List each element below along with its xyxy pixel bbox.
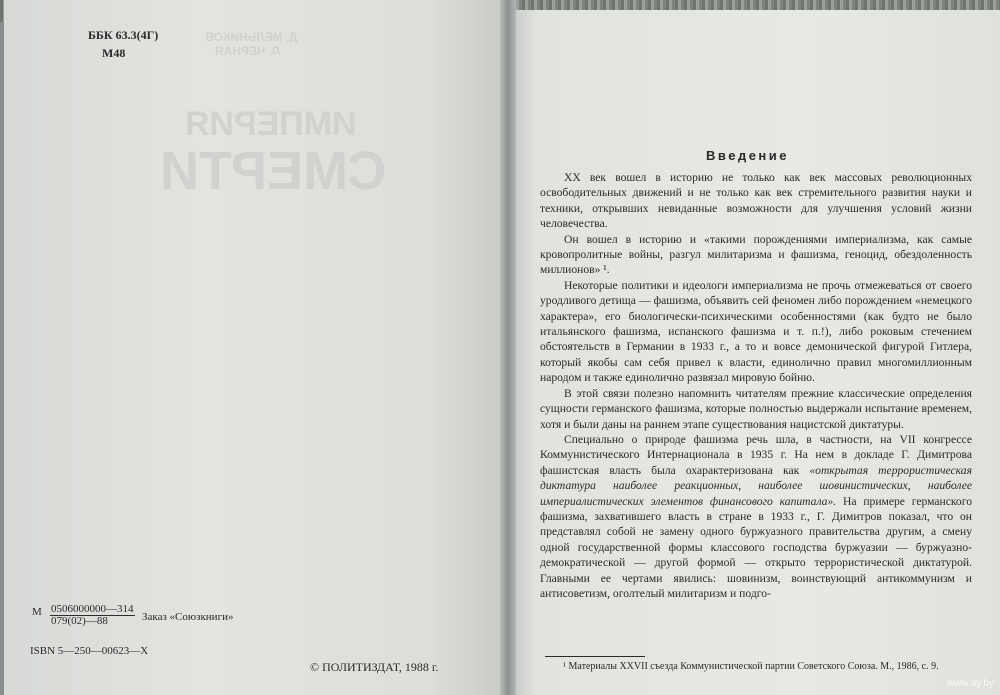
imprint-fraction	[50, 603, 135, 627]
paragraph: Он вошел в историю и «такими порождениями империализма, как самые кровопролитные войны, разгул милитаризма и фашизма, геноцид, обездоленность миллионов» ¹.	[540, 232, 972, 277]
isbn: ISBN 5—250—00623—Х	[30, 645, 149, 657]
bbk-code: ББК 63.3(4Г)	[88, 28, 159, 42]
footnote	[545, 660, 975, 674]
intro-text	[540, 170, 972, 601]
book-gutter	[500, 0, 516, 695]
footnote-rule	[545, 656, 645, 657]
imprint-numerator: 0506000000—314	[51, 603, 134, 615]
paragraph-text: Специально о природе фашизма речь шла, в частности, на VII конгрессе Коммунистического Интернационала в 1935 г. На нем в докладе Г. Димитрова фашистская власть была охарактеризована как	[540, 432, 972, 477]
imprint-denominator: 079(02)—88	[51, 615, 108, 627]
dimitrov-quote: «открытая террористическая диктатура наиболее реакционных, наиболее шовинистических, наиболее империалистических элементов финансового капитала».	[540, 463, 972, 508]
show-through-text: Л. ЧЕРНАЯ	[215, 44, 281, 58]
publisher-copyright: © ПОЛИТИЗДАТ, 1988 г.	[310, 660, 439, 674]
paragraph	[540, 432, 972, 601]
chapter-heading: Введение	[706, 148, 789, 163]
paragraph: Некоторые политики и идеологи империализма не прочь отмежеваться от своего уродливого детища — фашизма, объявить сей феномен либо порождением «немецкого характера», его биологически-психическими особенностями (как будто не было итальянского фашизма, испанского фашизма и т. п.!), либо роковым стечением обстоятельств в Германии в 1933 г., а то и вовсе демонической фигурой Гитлера, который якобы сам себя привел к власти, единолично правил многомиллионным народом и также единолично развязал мировую бойню.	[540, 278, 972, 385]
show-through-text: СМЕРТИ	[160, 141, 387, 201]
paragraph-text: На примере германского фашизма, захватившего власть в стране в 1933 г., Г. Димитров показал, что он представлял собой не замену одного буржуазного правительства другим, а смену одной государственной формы классового господства буржуазии — буржуазно-демократической — другой формой — открыто террористической диктатурой. Главными ее чертами явились: шовинизм, воинствующий антикоммунизм и антисоветизм, оголтелый милитаризм и подго-	[540, 494, 972, 600]
watermark: www.ay.by	[946, 678, 994, 689]
show-through-text: ИМПЕРИЯ	[185, 105, 357, 143]
order-note: Заказ «Союзкниги»	[142, 611, 234, 623]
imprint-letter: М	[32, 606, 42, 618]
footnote-text: ¹ Материалы XXVII съезда Коммунистической партии Советского Союза. М., 1986, с. 9.	[563, 661, 939, 672]
show-through-text: Д. МЕЛЬНИКОВ	[205, 30, 298, 44]
paragraph: XX век вошел в историю не только как век массовых революционных освободительных движений и не только как век стремительного развития науки и техники, открывших невиданные возможности для улучшения условий жизни человечества.	[540, 171, 972, 231]
paragraph: В этой связи полезно напомнить читателям прежние классические определения сущности германского фашизма, которые полностью выдержали испытание временем, хотя и были даны на раннем этапе существования нацистской диктатуры.	[540, 386, 972, 431]
author-mark: М48	[102, 46, 126, 60]
